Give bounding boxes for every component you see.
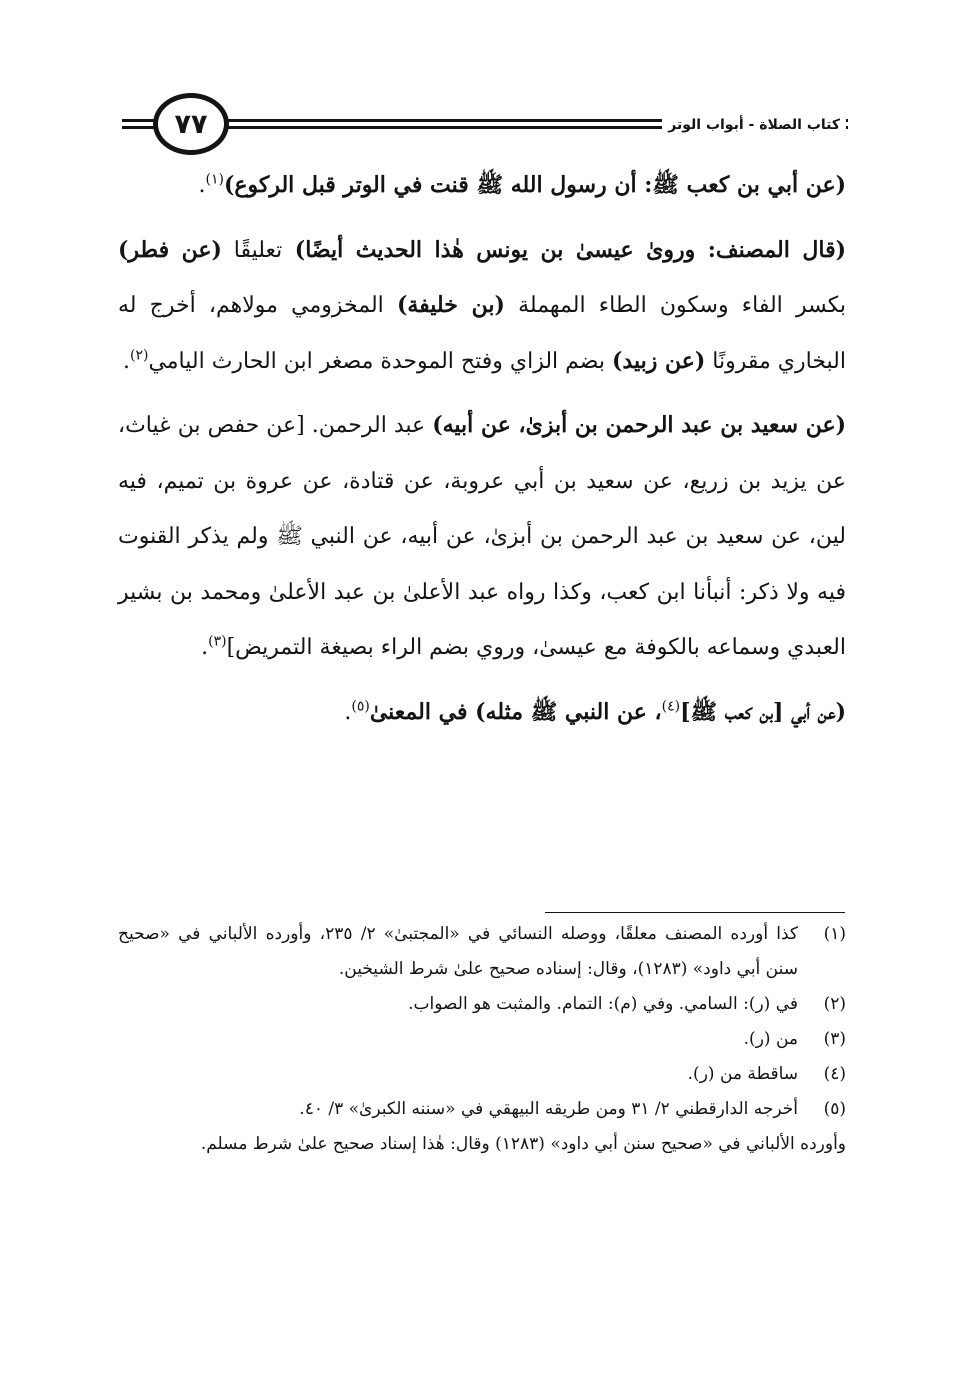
paragraph-2-text-3: المخزومي مولاهم، أخرج له البخاري مقرونًا	[118, 293, 846, 374]
footnote-4-text: ساقطة من (ر).	[687, 1064, 798, 1084]
paragraph-2-bold-1: (قال المصنف: وروىٰ عيسىٰ بن يونس هٰذا الحديث أيضًا)	[282, 236, 846, 263]
paragraph-3-end: .	[201, 635, 209, 660]
footnote-ref-1: (١)	[205, 171, 224, 188]
footnote-ref-2: (٢)	[129, 347, 149, 364]
paragraph-4-end: .	[344, 699, 352, 725]
paragraph-3	[118, 398, 846, 676]
paragraph-4-bold-1: (عن أبي [بن كعب ﷺ]	[680, 698, 846, 725]
paragraph-2-text-4: بضم الزاي وفتح الموحدة مصغر ابن الحارث اليامي	[148, 348, 612, 374]
paragraph-4	[118, 685, 846, 741]
footnote-2-number: (٢)	[823, 994, 846, 1014]
footnote-4	[118, 1057, 846, 1092]
paragraph-2-text-2: بكسر الفاء وسكون الطاء المهملة	[504, 293, 846, 318]
paragraph-3-text: عبد الرحمن. [عن حفص بن غياث، عن يزيد بن زريع، عن سعيد بن أبي عروبة، عن قتادة، عن عروة بن تميم، فيه لين، عن سعيد بن عبد الرحمن بن أبزىٰ، عن أبيه، عن النبي ﷺ ولم يذكر القنوت فيه ولا ذكر: أنبأنا ابن كعب، وكذا رواه عبد الأعلىٰ بن عبد الأعلىٰ ومحمد بن بشير العبدي وسماعه بالكوفة مع عيسىٰ، وروي بضم الراء بصيغة التمريض]	[118, 413, 846, 660]
paragraph-1	[118, 158, 846, 214]
page-number-oval	[153, 93, 229, 155]
footnote-ref-5: (٥)	[351, 698, 370, 715]
footnote-5-number: (٥)	[823, 1099, 846, 1119]
paragraph-2	[118, 223, 846, 390]
paragraph-2-bold-2: (عن فطر)	[118, 236, 222, 263]
footnote-2-text: في (ر): السامي. وفي (م): التمام. والمثبت هو الصواب.	[408, 994, 798, 1014]
footnote-1	[118, 917, 846, 987]
footnote-4-number: (٤)	[823, 1064, 846, 1084]
footnote-3	[118, 1022, 846, 1057]
paragraph-1-end: .	[198, 173, 206, 198]
paragraph-2-end: .	[122, 348, 130, 374]
paragraph-2-text-1: تعليقًا	[221, 237, 283, 263]
page-number: ٧٧	[174, 108, 208, 140]
paragraph-2-bold-4: (عن زبيد)	[612, 347, 706, 374]
paragraph-3-bold: (عن سعيد بن عبد الرحمن بن أبزىٰ، عن أبيه)	[432, 412, 847, 438]
footnote-ref-3: (٣)	[208, 633, 227, 650]
footnote-3-text: من (ر).	[743, 1029, 798, 1049]
paragraph-4-bold-2: ، عن النبي ﷺ مثله) في المعنىٰ	[369, 698, 662, 725]
footnote-5	[118, 1092, 846, 1127]
paragraph-1-bold: (عن أبي بن كعب ﷺ: أن رسول الله ﷺ قنت في الوتر قبل الركوع)	[223, 172, 846, 198]
footnote-ref-4: (٤)	[661, 698, 681, 715]
footnote-3-number: (٣)	[823, 1029, 846, 1049]
running-title: كتاب الصلاة - أبواب الوتر	[662, 117, 846, 133]
footnote-1-number: (١)	[823, 924, 846, 944]
footnote-5-continuation: وأورده الألباني في «صحيح سنن أبي داود» (١٢٨٣) وقال: هٰذا إسناد صحيح علىٰ شرط مسلم.	[200, 1134, 846, 1154]
footnote-5-text: أخرجه الدارقطني ٢/ ٣١ ومن طريقه البيهقي في «سننه الكبرىٰ» ٣/ ٤٠.	[299, 1099, 798, 1119]
footnote-1-text: كذا أورده المصنف معلقًا، ووصله النسائي في «المجتبىٰ» ٢/ ٢٣٥، وأورده الألباني في «صحيح سنن أبي داود» (١٢٨٣)، وقال: إسناده صحيح علىٰ شرط الشيخين.	[118, 924, 798, 979]
footnote-2	[118, 987, 846, 1022]
paragraph-2-bold-3: (بن خليفة)	[396, 292, 505, 318]
main-text	[118, 158, 846, 740]
footnote-separator	[545, 912, 845, 913]
footnotes	[118, 917, 846, 1162]
